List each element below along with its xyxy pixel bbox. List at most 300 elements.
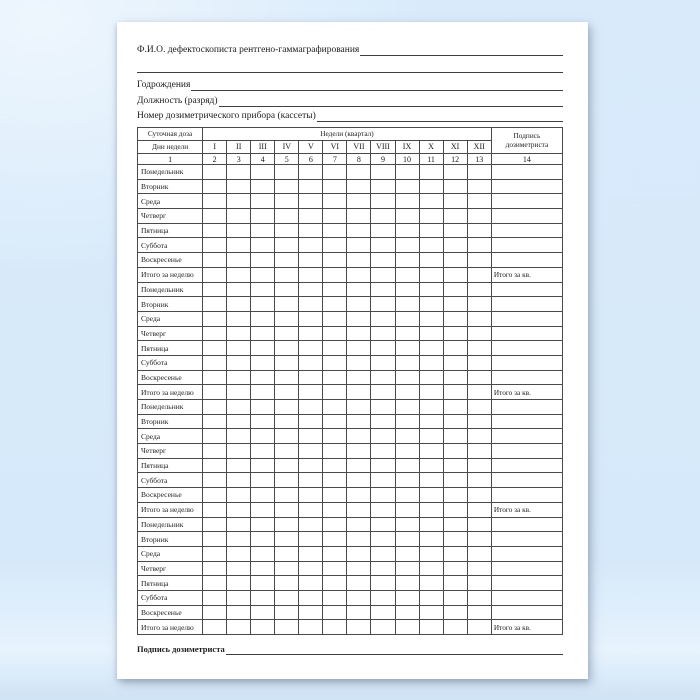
dose-entry-cell: [323, 414, 347, 429]
dose-entry-cell: [203, 429, 227, 444]
dose-entry-cell: [323, 590, 347, 605]
dose-entry-cell: [275, 414, 299, 429]
dosimetrist-signature-field: [137, 643, 563, 656]
dose-entry-cell: [371, 620, 395, 635]
dose-entry-cell: [251, 546, 275, 561]
day-label-cell: Понедельник: [138, 282, 203, 297]
column-number-cell: 13: [467, 154, 491, 165]
dose-entry-cell: [203, 297, 227, 312]
signature-cell: [491, 223, 562, 238]
dose-entry-cell: [347, 385, 371, 400]
dose-entry-cell: [443, 209, 467, 224]
dose-entry-cell: [227, 311, 251, 326]
dose-entry-cell: [275, 209, 299, 224]
dose-entry-cell: [347, 576, 371, 591]
dose-entry-cell: [323, 311, 347, 326]
dose-entry-cell: [371, 385, 395, 400]
dose-entry-cell: [275, 326, 299, 341]
dose-entry-cell: [347, 326, 371, 341]
position-field: [137, 95, 563, 108]
dose-entry-cell: [443, 341, 467, 356]
dose-entry-cell: [443, 620, 467, 635]
dose-entry-cell: [371, 165, 395, 180]
dose-entry-cell: [275, 179, 299, 194]
dose-entry-cell: [227, 576, 251, 591]
column-number-cell: 10: [395, 154, 419, 165]
dose-entry-cell: [419, 414, 443, 429]
column-number-cell: 9: [371, 154, 395, 165]
day-label-cell: Суббота: [138, 590, 203, 605]
dose-entry-cell: [203, 620, 227, 635]
dose-entry-cell: [395, 385, 419, 400]
dose-entry-cell: [323, 517, 347, 532]
dose-entry-cell: [371, 370, 395, 385]
dose-entry-cell: [251, 209, 275, 224]
dose-entry-cell: [443, 326, 467, 341]
dose-entry-cell: [323, 458, 347, 473]
dose-entry-cell: [299, 502, 323, 517]
dose-entry-cell: [275, 385, 299, 400]
signature-cell: [491, 488, 562, 503]
dose-entry-cell: [203, 502, 227, 517]
dose-entry-cell: [275, 400, 299, 415]
dose-entry-cell: [467, 532, 491, 547]
week-total-label-cell: Итого за неделю: [138, 385, 203, 400]
dose-entry-cell: [251, 532, 275, 547]
dose-entry-cell: [347, 488, 371, 503]
dose-entry-cell: [299, 620, 323, 635]
dose-entry-cell: [371, 253, 395, 268]
dose-entry-cell: [323, 165, 347, 180]
dose-entry-cell: [419, 179, 443, 194]
dose-entry-cell: [371, 238, 395, 253]
dose-entry-cell: [443, 488, 467, 503]
dose-entry-cell: [347, 605, 371, 620]
dose-entry-cell: [443, 561, 467, 576]
day-label-cell: Понедельник: [138, 165, 203, 180]
dose-entry-cell: [443, 297, 467, 312]
dose-entry-cell: [323, 297, 347, 312]
days-of-week-header: Дни недели: [138, 141, 203, 154]
signature-cell: [491, 165, 562, 180]
dose-entry-cell: [323, 400, 347, 415]
dose-entry-cell: [227, 165, 251, 180]
signature-cell: [491, 282, 562, 297]
dose-entry-cell: [275, 194, 299, 209]
dose-entry-cell: [347, 444, 371, 459]
signature-cell: [491, 561, 562, 576]
dose-entry-cell: [419, 590, 443, 605]
dose-entry-cell: [299, 517, 323, 532]
position-label: Должность (разряд): [137, 95, 218, 106]
dose-entry-cell: [347, 355, 371, 370]
day-row: [138, 429, 563, 444]
weeks-quarter-header: Недели (квартал): [203, 128, 492, 141]
dose-entry-cell: [443, 194, 467, 209]
dose-entry-cell: [371, 179, 395, 194]
dose-entry-cell: [467, 444, 491, 459]
dose-entry-cell: [347, 473, 371, 488]
dose-entry-cell: [251, 385, 275, 400]
dose-entry-cell: [299, 341, 323, 356]
dose-entry-cell: [275, 355, 299, 370]
week-total-row: [138, 502, 563, 517]
dose-entry-cell: [347, 282, 371, 297]
dose-entry-cell: [299, 561, 323, 576]
dose-entry-cell: [227, 620, 251, 635]
dose-entry-cell: [395, 488, 419, 503]
dose-entry-cell: [299, 311, 323, 326]
birth-year-field: [137, 79, 563, 92]
dose-entry-cell: [371, 590, 395, 605]
dose-entry-cell: [251, 605, 275, 620]
signature-cell: [491, 400, 562, 415]
week-numeral-header: IV: [275, 141, 299, 154]
day-label-cell: Четверг: [138, 209, 203, 224]
dose-entry-cell: [299, 473, 323, 488]
dose-entry-cell: [203, 165, 227, 180]
dose-entry-cell: [443, 370, 467, 385]
week-total-label-cell: Итого за неделю: [138, 267, 203, 282]
dose-entry-cell: [467, 517, 491, 532]
dose-entry-cell: [347, 194, 371, 209]
dose-entry-cell: [347, 179, 371, 194]
dose-entry-cell: [227, 473, 251, 488]
dose-entry-cell: [251, 576, 275, 591]
dose-entry-cell: [275, 502, 299, 517]
dose-entry-cell: [443, 179, 467, 194]
day-label-cell: Среда: [138, 546, 203, 561]
day-label-cell: Вторник: [138, 414, 203, 429]
dose-entry-cell: [323, 282, 347, 297]
dose-entry-cell: [419, 546, 443, 561]
dose-entry-cell: [323, 488, 347, 503]
dose-entry-cell: [395, 194, 419, 209]
dose-entry-cell: [275, 620, 299, 635]
dose-entry-cell: [299, 576, 323, 591]
dose-entry-cell: [347, 238, 371, 253]
dose-entry-cell: [251, 414, 275, 429]
fio-label: Ф.И.О. дефектоскописта рентгено-гаммаграфирования: [137, 45, 360, 55]
dose-entry-cell: [203, 370, 227, 385]
dose-entry-cell: [251, 370, 275, 385]
dose-entry-cell: [395, 355, 419, 370]
dose-entry-cell: [203, 590, 227, 605]
dose-entry-cell: [419, 370, 443, 385]
dose-entry-cell: [371, 517, 395, 532]
column-number-cell: 12: [443, 154, 467, 165]
dose-entry-cell: [371, 282, 395, 297]
dose-entry-cell: [443, 444, 467, 459]
dose-entry-cell: [467, 414, 491, 429]
dose-entry-cell: [323, 444, 347, 459]
dose-entry-cell: [347, 209, 371, 224]
signature-cell: [491, 194, 562, 209]
dose-entry-cell: [467, 209, 491, 224]
dose-entry-cell: [347, 502, 371, 517]
dose-entry-cell: [299, 429, 323, 444]
birth-year-underline: [191, 90, 563, 91]
dose-entry-cell: [203, 517, 227, 532]
dose-entry-cell: [251, 238, 275, 253]
dose-entry-cell: [251, 282, 275, 297]
dose-entry-cell: [251, 620, 275, 635]
dose-entry-cell: [203, 341, 227, 356]
dose-entry-cell: [467, 400, 491, 415]
signature-cell: [491, 179, 562, 194]
dose-entry-cell: [371, 444, 395, 459]
dose-entry-cell: [419, 605, 443, 620]
dose-entry-cell: [419, 223, 443, 238]
dose-entry-cell: [299, 238, 323, 253]
dose-entry-cell: [227, 429, 251, 444]
dose-entry-cell: [299, 282, 323, 297]
dose-entry-cell: [251, 488, 275, 503]
dose-entry-cell: [347, 517, 371, 532]
dose-entry-cell: [275, 576, 299, 591]
dose-entry-cell: [347, 253, 371, 268]
dose-entry-cell: [323, 473, 347, 488]
day-label-cell: Пятница: [138, 458, 203, 473]
dose-entry-cell: [299, 458, 323, 473]
day-row: [138, 311, 563, 326]
quarter-total-cell: Итого за кв.: [491, 267, 562, 282]
dose-entry-cell: [203, 267, 227, 282]
dose-entry-cell: [347, 267, 371, 282]
day-label-cell: Воскресенье: [138, 605, 203, 620]
dose-entry-cell: [275, 444, 299, 459]
dose-entry-cell: [395, 517, 419, 532]
dose-entry-cell: [419, 194, 443, 209]
signature-cell: [491, 517, 562, 532]
dose-entry-cell: [299, 355, 323, 370]
dose-entry-cell: [443, 605, 467, 620]
dose-entry-cell: [371, 488, 395, 503]
dose-entry-cell: [467, 238, 491, 253]
dose-log-table: [137, 127, 563, 635]
dose-entry-cell: [347, 590, 371, 605]
dose-entry-cell: [227, 297, 251, 312]
dose-entry-cell: [467, 546, 491, 561]
day-label-cell: Суббота: [138, 238, 203, 253]
dose-entry-cell: [347, 400, 371, 415]
dose-entry-cell: [467, 341, 491, 356]
week-total-label-cell: Итого за неделю: [138, 502, 203, 517]
dose-entry-cell: [203, 253, 227, 268]
dose-entry-cell: [251, 341, 275, 356]
day-label-cell: Пятница: [138, 576, 203, 591]
dose-entry-cell: [395, 561, 419, 576]
week-numeral-header: VIII: [371, 141, 395, 154]
dose-entry-cell: [347, 414, 371, 429]
dose-entry-cell: [323, 267, 347, 282]
dose-entry-cell: [419, 502, 443, 517]
dose-entry-cell: [275, 370, 299, 385]
dosimetrist-signature-label: Подпись дозиметриста: [137, 644, 225, 654]
signature-column-header: Подпись дозиметриста: [491, 128, 562, 154]
dose-entry-cell: [347, 561, 371, 576]
dose-entry-cell: [227, 253, 251, 268]
dose-entry-cell: [227, 355, 251, 370]
dose-entry-cell: [251, 165, 275, 180]
dose-entry-cell: [395, 590, 419, 605]
dose-entry-cell: [203, 488, 227, 503]
dose-entry-cell: [371, 458, 395, 473]
dose-entry-cell: [227, 561, 251, 576]
day-label-cell: Воскресенье: [138, 370, 203, 385]
dose-entry-cell: [419, 165, 443, 180]
dose-entry-cell: [275, 282, 299, 297]
dose-entry-cell: [371, 341, 395, 356]
dose-entry-cell: [419, 267, 443, 282]
dose-entry-cell: [419, 355, 443, 370]
dose-entry-cell: [395, 311, 419, 326]
dose-entry-cell: [227, 341, 251, 356]
day-row: [138, 238, 563, 253]
dose-entry-cell: [323, 576, 347, 591]
day-label-cell: Воскресенье: [138, 253, 203, 268]
dose-entry-cell: [347, 458, 371, 473]
dose-entry-cell: [419, 400, 443, 415]
dose-entry-cell: [227, 605, 251, 620]
dose-entry-cell: [395, 414, 419, 429]
dose-entry-cell: [227, 458, 251, 473]
day-label-cell: Понедельник: [138, 400, 203, 415]
dose-entry-cell: [395, 502, 419, 517]
dose-entry-cell: [299, 590, 323, 605]
dose-entry-cell: [203, 414, 227, 429]
fio-field: [137, 44, 563, 57]
dose-entry-cell: [275, 532, 299, 547]
signature-cell: [491, 253, 562, 268]
dose-entry-cell: [323, 385, 347, 400]
signature-cell: [491, 209, 562, 224]
dose-entry-cell: [299, 546, 323, 561]
signature-cell: [491, 311, 562, 326]
dose-entry-cell: [251, 502, 275, 517]
day-row: [138, 444, 563, 459]
dose-entry-cell: [371, 400, 395, 415]
dose-entry-cell: [467, 165, 491, 180]
dose-entry-cell: [227, 282, 251, 297]
signature-cell: [491, 532, 562, 547]
dose-entry-cell: [203, 458, 227, 473]
table-header-row-1: [138, 128, 563, 141]
day-row: [138, 355, 563, 370]
dose-entry-cell: [299, 385, 323, 400]
dose-entry-cell: [323, 341, 347, 356]
dose-entry-cell: [299, 414, 323, 429]
dose-entry-cell: [443, 546, 467, 561]
dose-entry-cell: [395, 179, 419, 194]
day-row: [138, 253, 563, 268]
dose-entry-cell: [203, 282, 227, 297]
signature-cell: [491, 355, 562, 370]
dose-entry-cell: [443, 400, 467, 415]
dose-entry-cell: [443, 429, 467, 444]
dose-entry-cell: [347, 620, 371, 635]
dose-entry-cell: [347, 311, 371, 326]
dose-entry-cell: [395, 165, 419, 180]
dose-entry-cell: [371, 414, 395, 429]
day-label-cell: Четверг: [138, 561, 203, 576]
week-numeral-header: IX: [395, 141, 419, 154]
dose-entry-cell: [299, 605, 323, 620]
dose-entry-cell: [371, 429, 395, 444]
dose-entry-cell: [395, 326, 419, 341]
dose-entry-cell: [275, 253, 299, 268]
dose-entry-cell: [467, 385, 491, 400]
dose-entry-cell: [395, 370, 419, 385]
dose-entry-cell: [419, 297, 443, 312]
dose-entry-cell: [227, 326, 251, 341]
dose-entry-cell: [443, 223, 467, 238]
dose-entry-cell: [395, 429, 419, 444]
dose-entry-cell: [251, 326, 275, 341]
column-number-cell: 6: [299, 154, 323, 165]
dose-entry-cell: [371, 311, 395, 326]
dose-entry-cell: [395, 282, 419, 297]
fio-underline: [360, 55, 563, 56]
dose-entry-cell: [443, 590, 467, 605]
dose-entry-cell: [251, 400, 275, 415]
column-number-cell: 3: [227, 154, 251, 165]
dose-entry-cell: [323, 253, 347, 268]
dose-entry-cell: [323, 238, 347, 253]
dose-entry-cell: [443, 238, 467, 253]
dose-entry-cell: [467, 223, 491, 238]
dose-entry-cell: [227, 444, 251, 459]
device-number-field: [137, 110, 563, 123]
dose-entry-cell: [203, 400, 227, 415]
week-total-label-cell: Итого за неделю: [138, 620, 203, 635]
dose-entry-cell: [419, 576, 443, 591]
dose-entry-cell: [419, 561, 443, 576]
dose-entry-cell: [395, 341, 419, 356]
dose-entry-cell: [419, 458, 443, 473]
dose-entry-cell: [443, 253, 467, 268]
signature-cell: [491, 576, 562, 591]
dose-entry-cell: [203, 209, 227, 224]
dose-entry-cell: [419, 311, 443, 326]
fio-underline-second-line: [137, 72, 563, 73]
dose-entry-cell: [323, 429, 347, 444]
dose-entry-cell: [203, 355, 227, 370]
dose-entry-cell: [203, 532, 227, 547]
quarter-total-cell: Итого за кв.: [491, 502, 562, 517]
dose-entry-cell: [203, 561, 227, 576]
dose-entry-cell: [419, 488, 443, 503]
dose-entry-cell: [395, 223, 419, 238]
dose-entry-cell: [299, 179, 323, 194]
day-row: [138, 576, 563, 591]
dose-entry-cell: [251, 561, 275, 576]
dose-entry-cell: [443, 458, 467, 473]
day-label-cell: Воскресенье: [138, 488, 203, 503]
day-label-cell: Среда: [138, 194, 203, 209]
dose-entry-cell: [227, 238, 251, 253]
dose-entry-cell: [227, 590, 251, 605]
form-page: [117, 22, 588, 679]
dose-entry-cell: [227, 532, 251, 547]
dose-entry-cell: [467, 502, 491, 517]
dose-entry-cell: [299, 370, 323, 385]
birth-year-label: Годрождения: [137, 80, 191, 90]
dose-entry-cell: [203, 546, 227, 561]
week-total-row: [138, 267, 563, 282]
dose-entry-cell: [371, 605, 395, 620]
device-number-label: Номер дозиметрического прибора (кассеты): [137, 111, 316, 121]
